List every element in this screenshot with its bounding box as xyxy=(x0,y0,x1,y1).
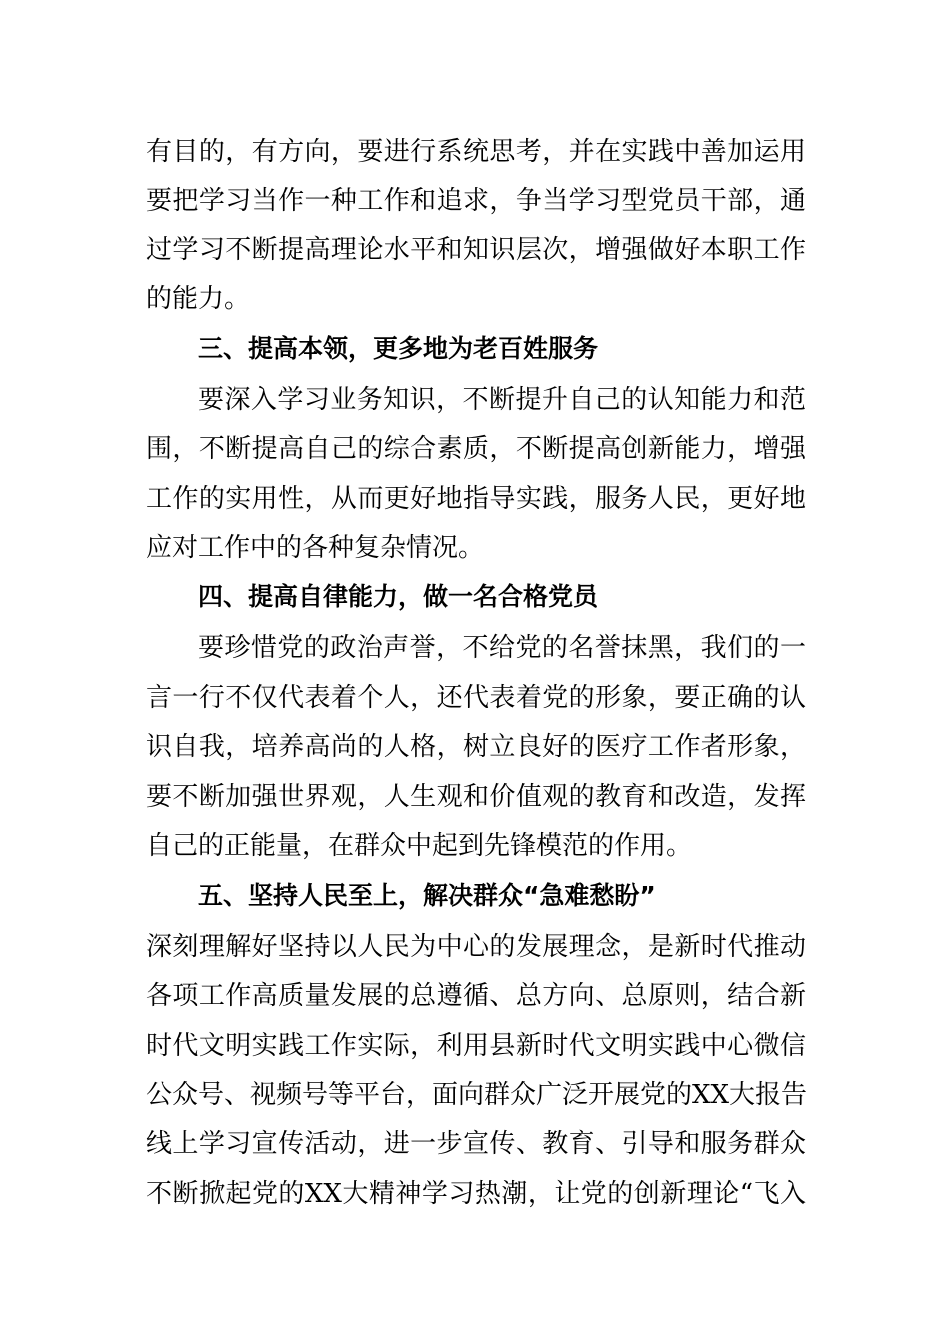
text-line: 时代文明实践工作实际，利用县新时代文明实践中心微信 xyxy=(146,1031,806,1061)
text-line: 识自我，培养高尚的人格，树立良好的医疗工作者形象， xyxy=(146,732,806,762)
text-line: 言一行不仅代表着个人，还代表着党的形象，要正确的认 xyxy=(146,683,806,713)
text-line: 公众号、视频号等平台，面向群众广泛开展党的XX大报告 xyxy=(146,1080,808,1110)
text-line: 不断掀起党的XX大精神学习热潮，让党的创新理论“飞入 xyxy=(146,1179,806,1209)
text-line: 有目的，有方向，要进行系统思考，并在实践中善加运用 xyxy=(146,137,806,167)
text-line: 工作的实用性，从而更好地指导实践，服务人民，更好地 xyxy=(146,484,806,514)
section-heading: 五、坚持人民至上，解决群众“急难愁盼” xyxy=(198,881,656,910)
section-heading: 三、提高本领，更多地为老百姓服务 xyxy=(198,334,599,363)
text-line: 要不断加强世界观，人生观和价值观的教育和改造，发挥 xyxy=(146,782,806,812)
text-line: 过学习不断提高理论水平和知识层次，增强做好本职工作 xyxy=(146,235,806,265)
text-line: 自己的正能量，在群众中起到先锋模范的作用。 xyxy=(146,831,693,861)
text-line: 要把学习当作一种工作和追求，争当学习型党员干部，通 xyxy=(146,186,806,216)
text-line: 围，不断提高自己的综合素质，不断提高创新能力，增强 xyxy=(146,434,806,464)
text-line: 线上学习宣传活动，进一步宣传、教育、引导和服务群众 xyxy=(146,1129,806,1159)
text-line: 深刻理解好坚持以人民为中心的发展理念，是新时代推动 xyxy=(146,932,806,962)
text-line: 的能力。 xyxy=(146,284,251,314)
text-line: 应对工作中的各种复杂情况。 xyxy=(146,533,485,563)
section-heading: 四、提高自律能力，做一名合格党员 xyxy=(198,582,599,611)
text-line: 要深入学习业务知识，不断提升自己的认知能力和范 xyxy=(198,385,806,415)
text-line: 各项工作高质量发展的总遵循、总方向、总原则，结合新 xyxy=(146,981,806,1011)
text-line: 要珍惜党的政治声誉，不给党的名誉抹黑，我们的一 xyxy=(198,633,806,663)
